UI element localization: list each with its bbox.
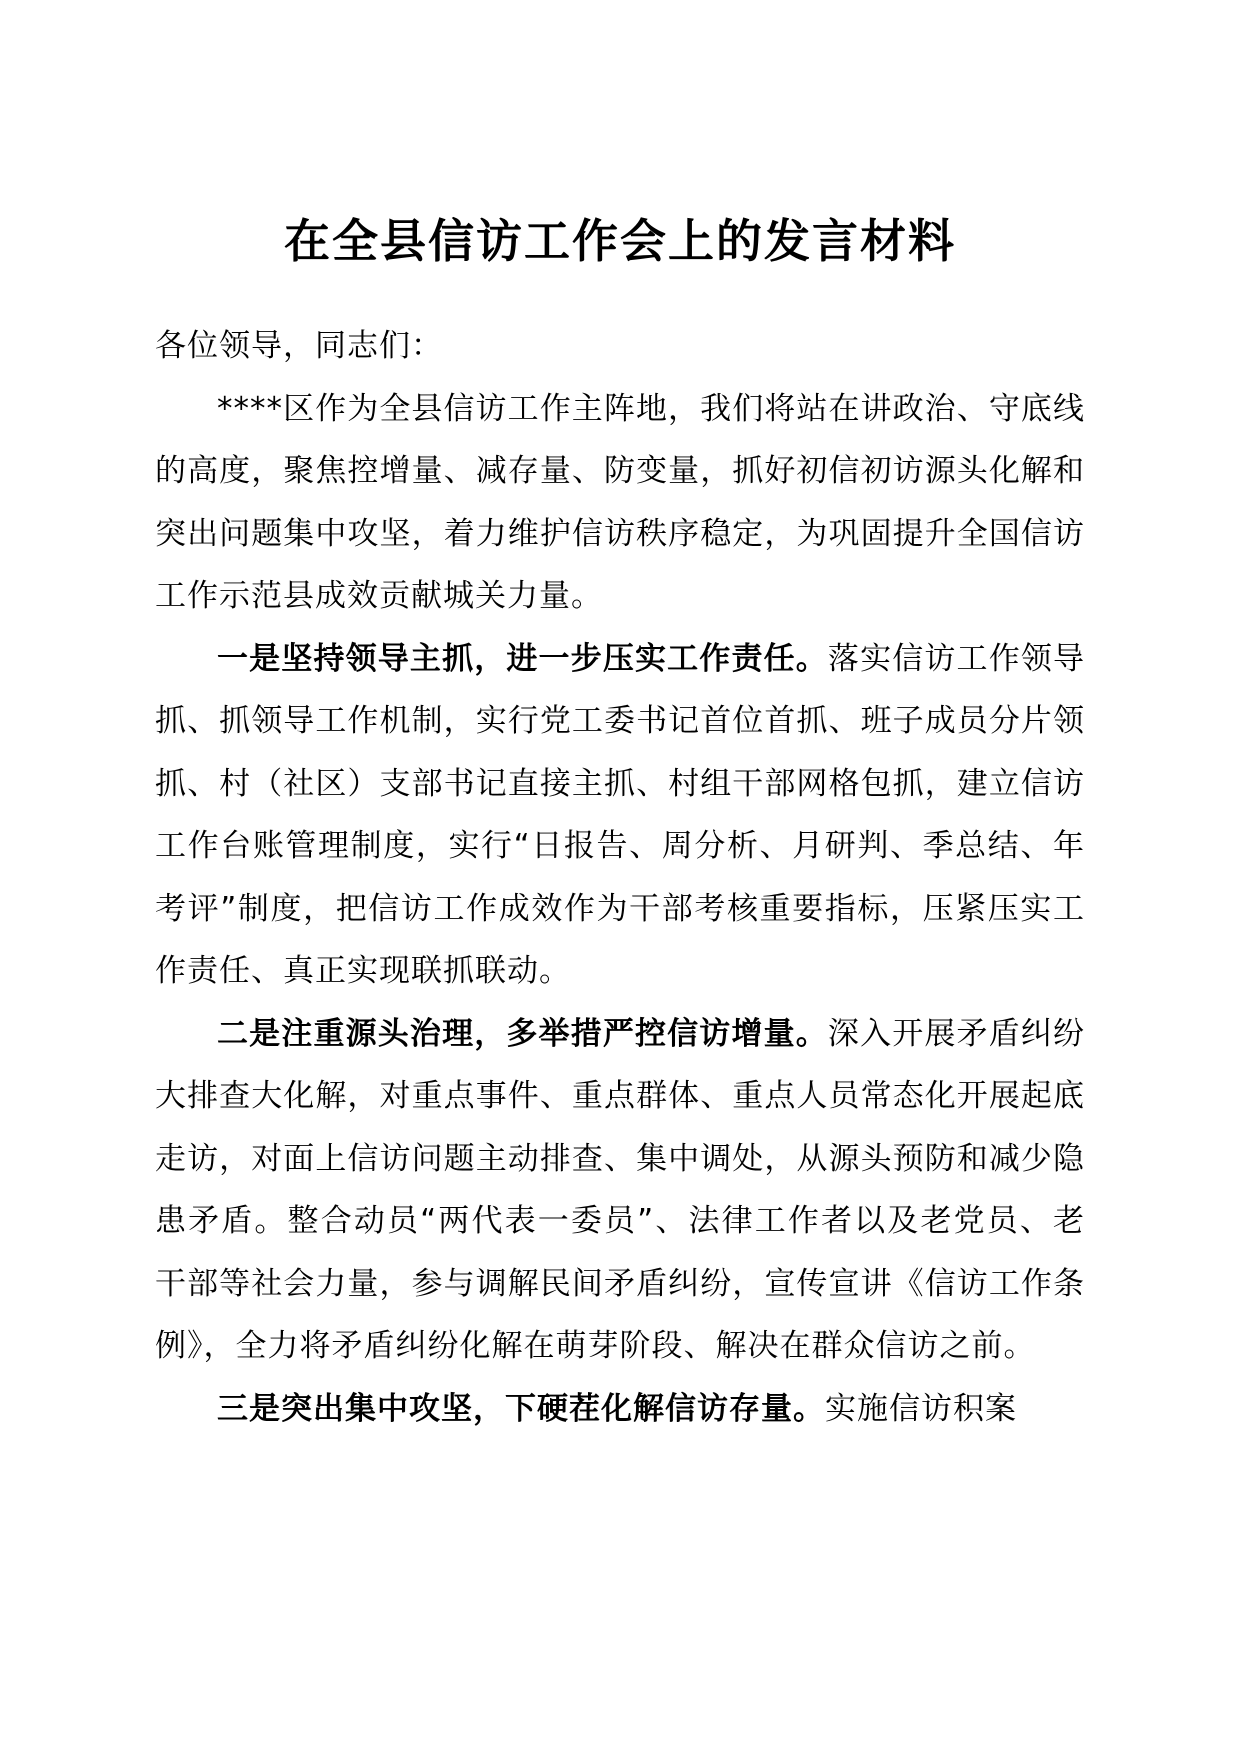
section-heading-2: 二是注重源头治理，多举措严控信访增量。 — [217, 1015, 828, 1052]
section-paragraph-3 — [155, 1378, 1085, 1441]
section-heading-3: 三是突出集中攻坚，下硬茬化解信访存量。 — [217, 1390, 825, 1427]
intro-paragraph: ****区作为全县信访工作主阵地，我们将站在讲政治、守底线的高度，聚焦控增量、减存量、防变量，抓好初信初访源头化解和突出问题集中攻坚，着力维护信访秩序稳定，为巩固提升全国信访工作示范县成效贡献城关力量。 — [155, 390, 1085, 614]
section-heading-1: 一是坚持领导主抓，进一步压实工作责任。 — [217, 640, 828, 677]
section-text-1: 落实信访工作领导抓、抓领导工作机制，实行党工委书记首位首抓、班子成员分片领抓、村（社区）支部书记直接主抓、村组干部网格包抓，建立信访工作台账管理制度，实行“日报告、周分析、月研判、季总结、年考评”制度，把信访工作成效作为干部考核重要指标，压紧压实工作责任、真正实现联抓联动。 — [155, 640, 1085, 989]
salutation: 各位领导，同志们： — [155, 328, 443, 364]
section-paragraph-1 — [155, 628, 1085, 1003]
document-body — [155, 315, 1085, 1440]
section-text-2: 深入开展矛盾纠纷大排查大化解，对重点事件、重点群体、重点人员常态化开展起底走访，对面上信访问题主动排查、集中调处，从源头预防和减少隐患矛盾。整合动员“两代表一委员”、法律工作者以及老党员、老干部等社会力量，参与调解民间矛盾纠纷，宣传宣讲《信访工作条例》，全力将矛盾纠纷化解在萌芽阶段、解决在群众信访之前。 — [155, 1015, 1085, 1364]
document-title: 在全县信访工作会上的发言材料 — [284, 213, 956, 268]
section-text-3: 实施信访积案 — [825, 1390, 1017, 1427]
section-paragraph-2 — [155, 1003, 1085, 1378]
